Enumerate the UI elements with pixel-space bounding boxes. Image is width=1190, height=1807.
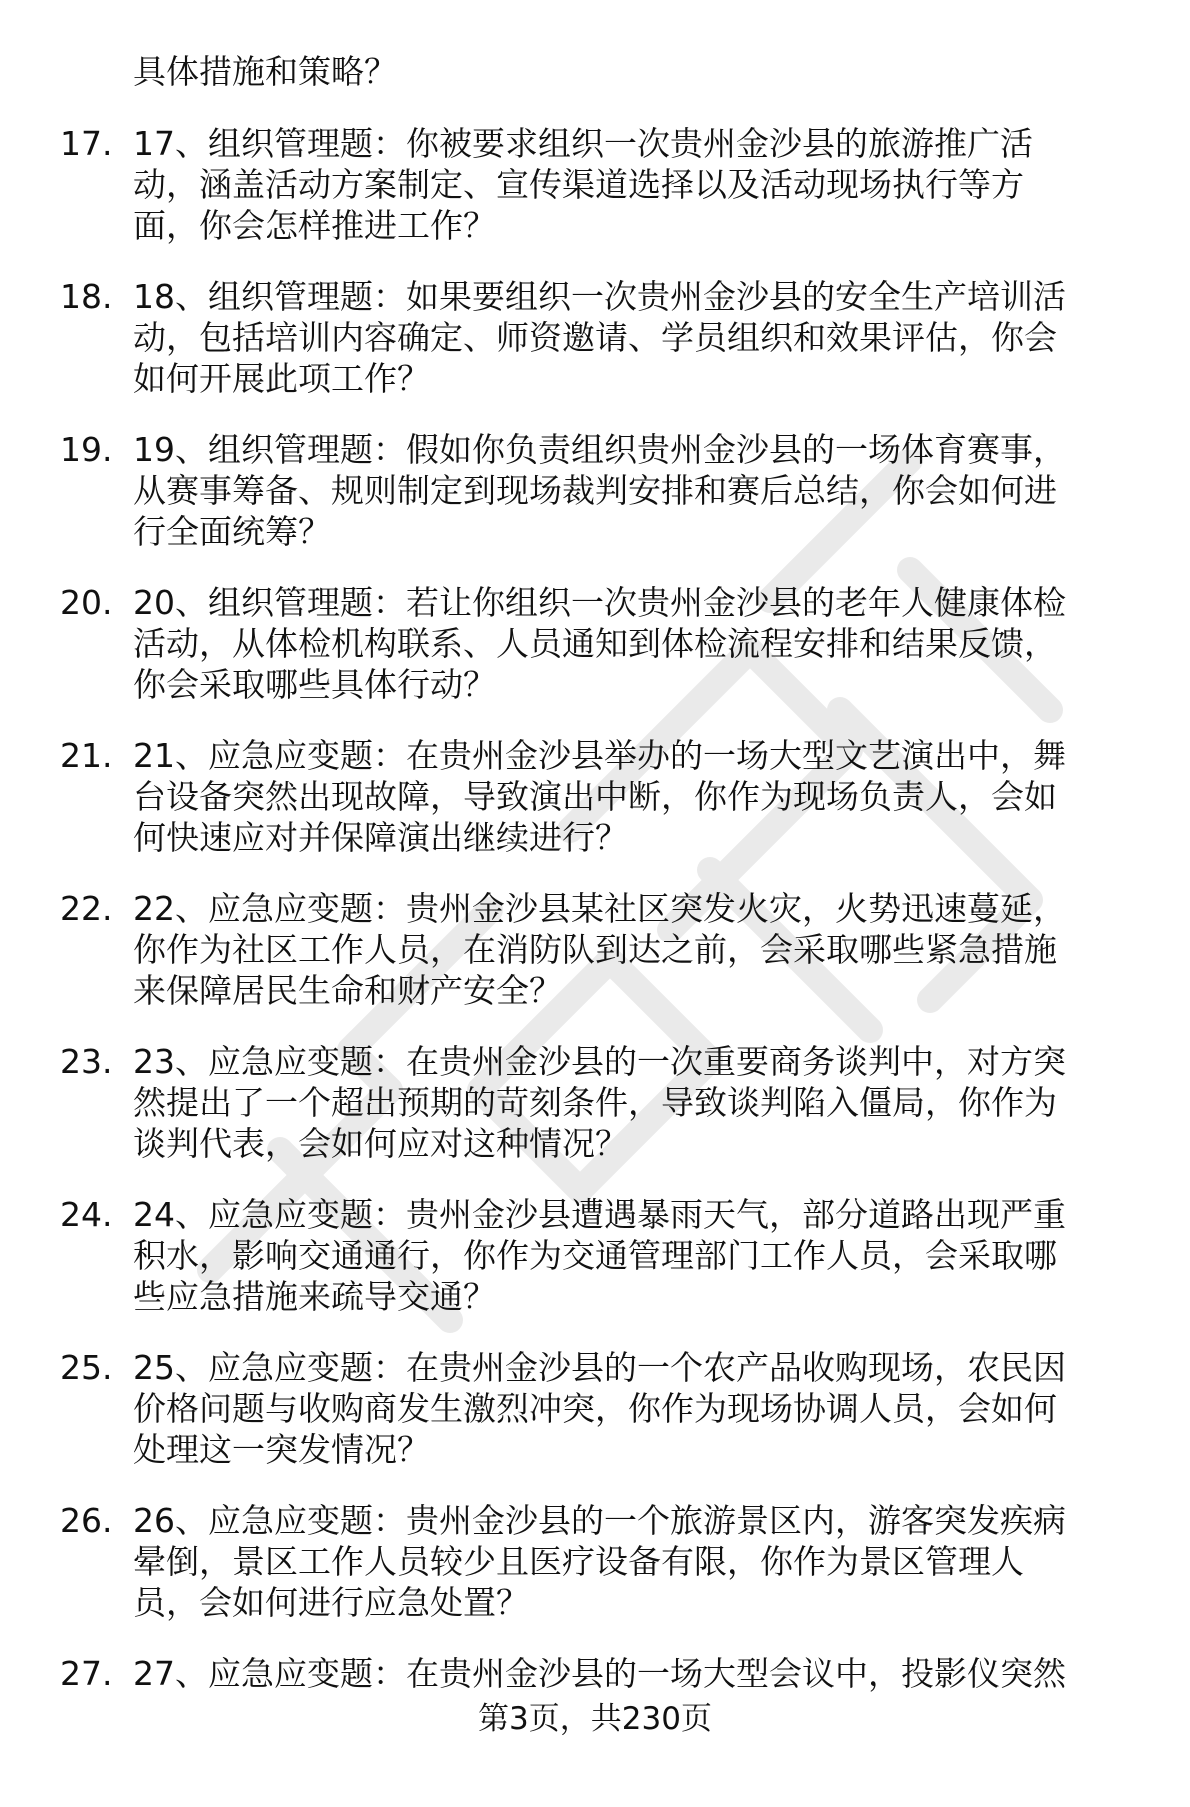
question-text-line: 谈判代表，会如何应对这种情况？ (133, 1124, 628, 1163)
question-text-line: 活动，从体检机构联系、人员通知到体检流程安排和结果反馈， (133, 624, 1057, 663)
question-item-25 (0, 1348, 1190, 1501)
question-text-line: 22、应急应变题：贵州金沙县某社区突发火灾，火势迅速蔓延， (133, 889, 1066, 928)
question-text-line: 从赛事筹备、规则制定到现场裁判安排和赛后总结，你会如何进 (133, 471, 1057, 510)
question-text-line: 何快速应对并保障演出继续进行？ (133, 818, 628, 857)
question-text-line: 如何开展此项工作？ (133, 359, 430, 398)
question-text-line: 处理这一突发情况？ (133, 1430, 430, 1469)
question-text-line: 26、应急应变题：贵州金沙县的一个旅游景区内，游客突发疾病 (133, 1501, 1066, 1540)
question-text-line: 面，你会怎样推进工作？ (133, 206, 496, 245)
question-item-23 (0, 1042, 1190, 1195)
question-item-21 (0, 736, 1190, 889)
question-text-line: 动，涵盖活动方案制定、宣传渠道选择以及活动现场执行等方 (133, 165, 1024, 204)
continuation-text: 具体措施和策略？ (133, 52, 397, 91)
question-text-line: 行全面统筹？ (133, 512, 331, 551)
question-text-line: 动，包括培训内容确定、师资邀请、学员组织和效果评估，你会 (133, 318, 1057, 357)
page-footer: 第3页，共230页 (478, 1701, 712, 1737)
question-number: 25. (60, 1348, 113, 1387)
question-number: 24. (60, 1195, 113, 1234)
question-item-20 (0, 583, 1190, 736)
question-item-17 (0, 124, 1190, 277)
question-text-line: 25、应急应变题：在贵州金沙县的一个农产品收购现场，农民因 (133, 1348, 1066, 1387)
question-text-line: 台设备突然出现故障，导致演出中断，你作为现场负责人，会如 (133, 777, 1057, 816)
question-item-18 (0, 277, 1190, 430)
question-text-line: 你会采取哪些具体行动？ (133, 665, 496, 704)
question-text-line: 来保障居民生命和财产安全？ (133, 971, 562, 1010)
question-text-line: 些应急措施来疏导交通？ (133, 1277, 496, 1316)
question-item-19 (0, 430, 1190, 583)
question-text-line: 员，会如何进行应急处置？ (133, 1583, 529, 1622)
question-number: 26. (60, 1501, 113, 1540)
question-text-line: 价格问题与收购商发生激烈冲突，你作为现场协调人员，会如何 (133, 1389, 1057, 1428)
question-number: 21. (60, 736, 113, 775)
question-text-line: 然提出了一个超出预期的苛刻条件，导致谈判陷入僵局，你作为 (133, 1083, 1057, 1122)
question-number: 27. (60, 1654, 113, 1693)
question-text-line: 19、组织管理题：假如你负责组织贵州金沙县的一场体育赛事， (133, 430, 1066, 469)
question-number: 23. (60, 1042, 113, 1081)
question-text-line: 17、组织管理题：你被要求组织一次贵州金沙县的旅游推广活 (133, 124, 1033, 163)
question-number: 19. (60, 430, 113, 469)
question-list (0, 124, 1190, 1807)
question-item-26 (0, 1501, 1190, 1654)
question-number: 22. (60, 889, 113, 928)
question-text-line: 晕倒，景区工作人员较少且医疗设备有限，你作为景区管理人 (133, 1542, 1024, 1581)
question-text-line: 20、组织管理题：若让你组织一次贵州金沙县的老年人健康体检 (133, 583, 1066, 622)
question-item-24 (0, 1195, 1190, 1348)
question-text-line: 你作为社区工作人员，在消防队到达之前，会采取哪些紧急措施 (133, 930, 1057, 969)
question-text-line: 18、组织管理题：如果要组织一次贵州金沙县的安全生产培训活 (133, 277, 1066, 316)
question-text-line: 积水，影响交通通行，你作为交通管理部门工作人员，会采取哪 (133, 1236, 1057, 1275)
question-item-22 (0, 889, 1190, 1042)
question-number: 17. (60, 124, 113, 163)
question-text-line: 24、应急应变题：贵州金沙县遭遇暴雨天气，部分道路出现严重 (133, 1195, 1066, 1234)
question-number: 20. (60, 583, 113, 622)
question-number: 18. (60, 277, 113, 316)
question-text-line: 27、应急应变题：在贵州金沙县的一场大型会议中，投影仪突然 (133, 1654, 1066, 1693)
question-text-line: 21、应急应变题：在贵州金沙县举办的一场大型文艺演出中，舞 (133, 736, 1066, 775)
question-text-line: 23、应急应变题：在贵州金沙县的一次重要商务谈判中，对方突 (133, 1042, 1066, 1081)
